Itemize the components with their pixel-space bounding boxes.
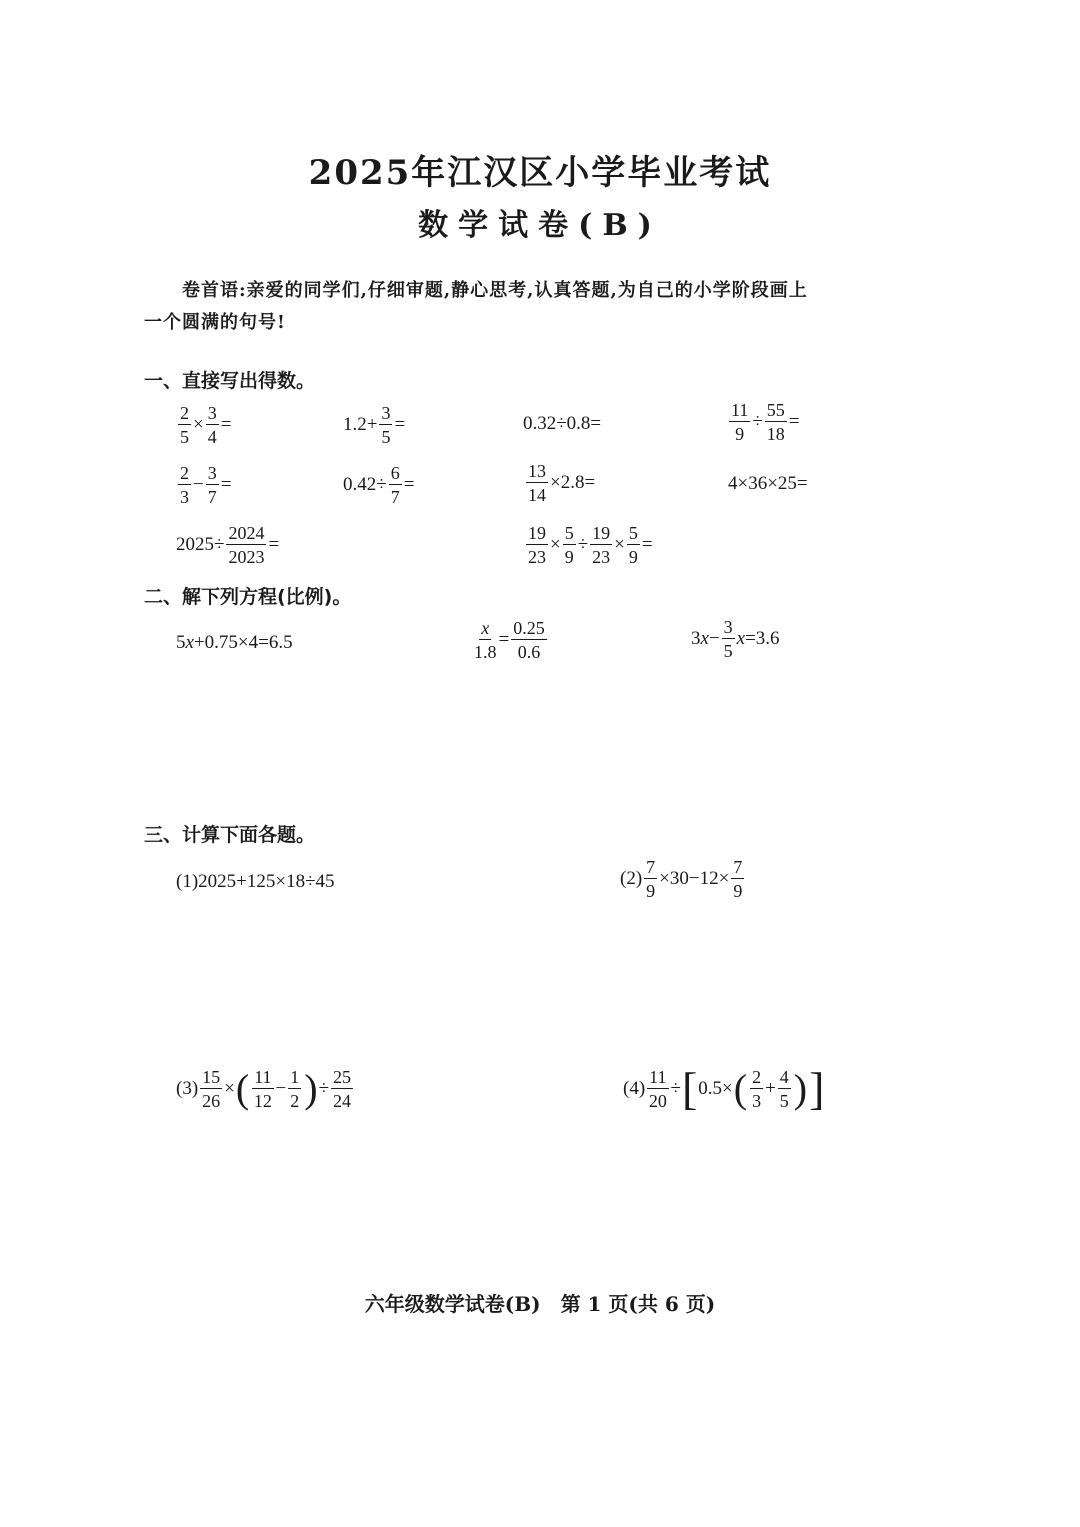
fraction: $\frac{55}{18}$ (766, 400, 785, 444)
equation-2-3: 3 x − $\frac{3}{5}$ x =3.6 (691, 617, 780, 661)
fraction: $\frac{11}{12}$ (253, 1067, 272, 1111)
fraction: $\frac{5}{9}$ (564, 523, 574, 567)
problem-1-2: 1.2+ $\frac{3}{5}$ = (343, 403, 406, 447)
section-2-heading: 二、解下列方程(比例)。 (144, 586, 352, 608)
question-3-3: (3) $\frac{15}{26}$ × ( $\frac{11}{12}$ − $\frac{1}{2}$ ) ÷ $\frac{25}{24}$ (176, 1066, 352, 1111)
fraction: $\frac{19}{23}$ (528, 523, 546, 567)
preface-line-2: 一个圆满的句号! (144, 312, 286, 333)
fraction: $\frac{4}{5}$ (779, 1067, 789, 1111)
fraction: $\frac{11}{9}$ (731, 400, 749, 444)
fraction: $\frac{2}{3}$ (180, 463, 189, 507)
question-3-4: (4) $\frac{11}{20}$ ÷ [ 0.5× ( $\frac{2}{3}$ + $\frac{4}{5}$ ) ] (623, 1063, 825, 1114)
exam-subtitle: 数学试卷(B) (418, 208, 662, 243)
fraction: $\frac{2024}{2023}$ (228, 523, 265, 567)
equation-2-2: $\frac{x}{1.8}$ = $\frac{0.25}{0.6}$ (474, 618, 545, 662)
fraction: $\frac{1}{2}$ (290, 1067, 300, 1111)
problem-1-5: $\frac{2}{3}$ − $\frac{3}{7}$ = (180, 463, 232, 507)
problem-1-9: 2025÷ $\frac{2024}{2023}$ = (176, 523, 280, 567)
problem-1-7: $\frac{13}{14}$ ×2.8= (528, 461, 596, 505)
fraction: $\frac{19}{23}$ (592, 523, 611, 567)
page-footer: 六年级数学试卷(B) 第 1 页(共 6 页) (364, 1292, 716, 1316)
fraction: $\frac{3}{5}$ (381, 403, 391, 447)
fraction: $\frac{2}{5}$ (180, 403, 189, 447)
fraction: $\frac{25}{24}$ (333, 1067, 352, 1111)
problem-1-8: 4×36×25= (728, 473, 808, 494)
fraction: $\frac{3}{5}$ (723, 617, 733, 661)
preface-line-1: 卷首语:亲爱的同学们,仔细审题,静心思考,认真答题,为自己的小学阶段画上 (182, 280, 808, 301)
problem-1-3: 0.32÷0.8= (523, 413, 602, 434)
fraction: $\frac{15}{26}$ (202, 1067, 221, 1111)
problem-1-6: 0.42÷ $\frac{6}{7}$ = (343, 463, 415, 507)
fraction: $\frac{3}{4}$ (207, 403, 217, 447)
fraction: $\frac{5}{9}$ (628, 523, 638, 567)
fraction: $\frac{x}{1.8}$ (474, 618, 497, 662)
question-3-1: (1)2025+125×18÷45 (176, 871, 335, 892)
question-3-2: (2) $\frac{7}{9}$ ×30−12× $\frac{7}{9}$ (620, 857, 743, 901)
problem-1-1: $\frac{2}{5}$ × $\frac{3}{4}$ = (180, 403, 232, 447)
fraction: $\frac{2}{3}$ (752, 1067, 762, 1111)
fraction: $\frac{6}{7}$ (390, 463, 400, 507)
section-1-heading: 一、直接写出得数。 (144, 370, 316, 392)
equation-2-1: 5 x +0.75×4=6.5 (176, 632, 293, 653)
exam-title: 2025年江汉区小学毕业考试 (308, 153, 772, 193)
problem-1-10: $\frac{19}{23}$ × $\frac{5}{9}$ ÷ $\frac{19}{23}$ × $\frac{5}{9}$ = (528, 523, 653, 567)
fraction: $\frac{3}{7}$ (207, 463, 217, 507)
fraction: $\frac{0.25}{0.6}$ (513, 618, 545, 662)
fraction: $\frac{11}{20}$ (648, 1067, 667, 1111)
section-3-heading: 三、计算下面各题。 (144, 824, 316, 846)
problem-1-4: $\frac{11}{9}$ ÷ $\frac{55}{18}$ = (731, 400, 800, 444)
fraction: $\frac{7}{9}$ (646, 857, 656, 901)
fraction: $\frac{7}{9}$ (733, 857, 743, 901)
fraction: $\frac{13}{14}$ (528, 461, 546, 505)
